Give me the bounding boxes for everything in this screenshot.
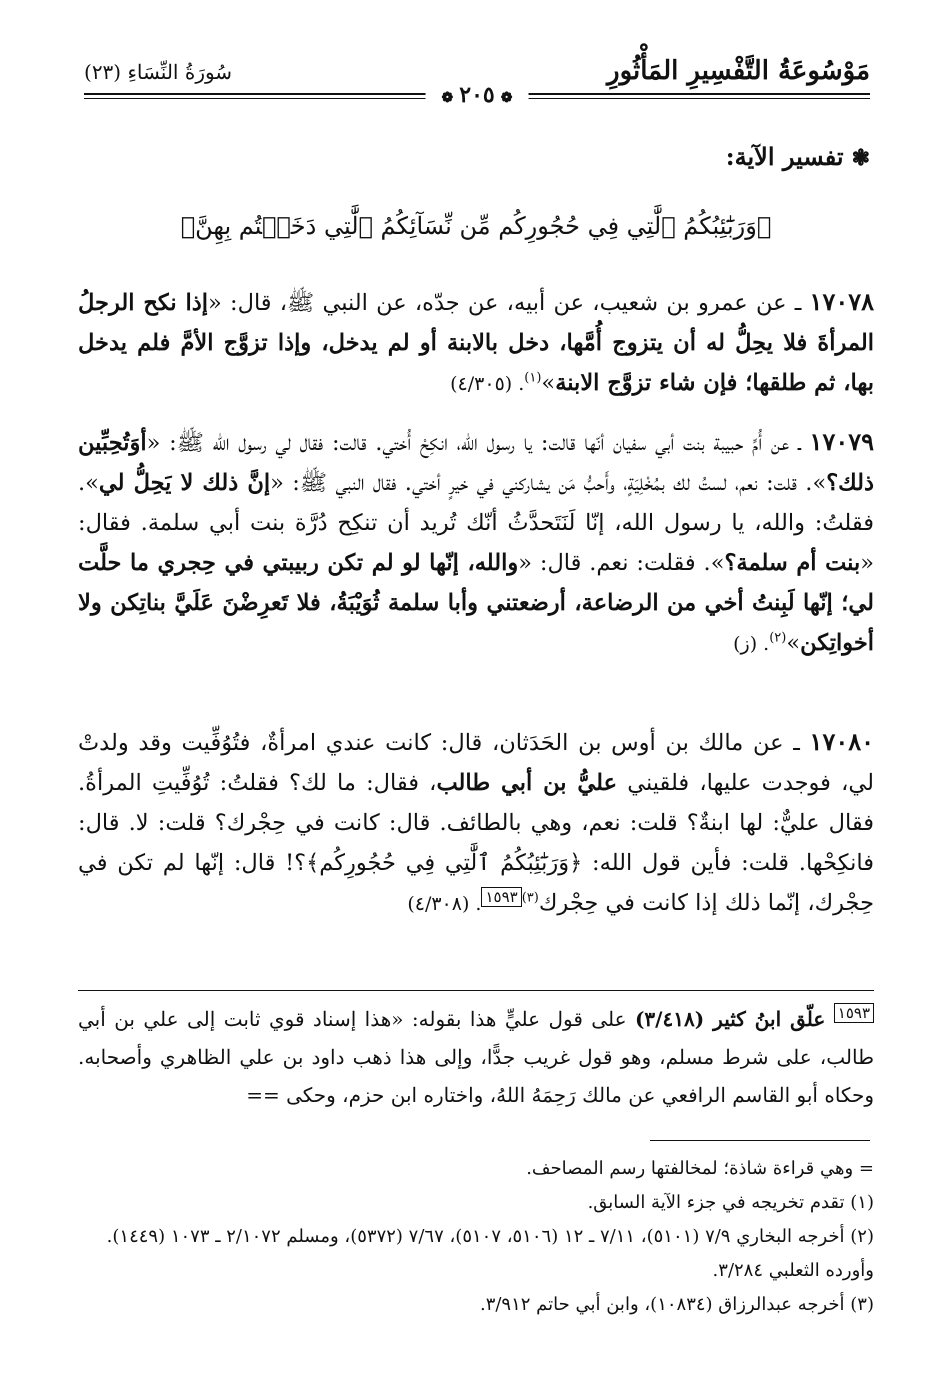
hadith-quote: والله، إنّها لو لم تكن ربيبتي في حِجري ما حلَّت لي؛ إنّها لَبِنتُ أخي من الرضاعة، أرضعتني وأبا سلمة ثُوَيْبَةُ، فلا تَعرِضْنَ عَلَيَّ بناتِكن ولا أخواتِكن: [78, 550, 874, 656]
hadith-quote: إنَّ ذلك لا يَحِلُّ لي: [98, 470, 271, 496]
volume-reference: . (٤/٣٠٥): [450, 373, 525, 395]
hadith-17080: [78, 722, 874, 924]
volume-reference: . (ز): [733, 633, 770, 655]
hadith-number: ١٧٠٨٠: [809, 727, 874, 756]
footnote: (١) تقدم تخريجه في جزء الآية السابق.: [587, 1192, 874, 1213]
hadith-text: ». فقلت: نعم. قال: «: [518, 550, 725, 576]
footnote-marker: (٣): [521, 890, 539, 906]
footnote-marker: (٢): [769, 630, 787, 646]
quote-close: »: [541, 370, 556, 396]
hadith-text: ـ عن أُمِّ حبيبة بنت أبي سفيان أنّها قالت: يا رسول الله، انكِحْ أُختي. قالت: فقال لي رسول الله ﷺ: «: [146, 430, 810, 456]
footnote-marker: (١): [524, 370, 542, 386]
hadith-17079: [78, 422, 874, 664]
page-header: [84, 50, 870, 110]
commentary-marker: ١٥٩٣: [481, 887, 521, 907]
commentary-text: على قول عليٍّ هذا بقوله: «هذا إسناد قوي ثابت إلى علي بن أبي طالب، على شرط مسلم، وهو قول غريب جدًّا، وإلى هذا ذهب داود بن علي الظاهري وأصحابه. وحكاه أبو القاسم الرافعي عن مالك رَحِمَهُ اللهُ، واختاره ابن حزم، وحكى ==: [78, 1007, 874, 1107]
hadith-text: ـ عن عمرو بن شعيب، عن أبيه، عن جدّه، عن النبي ﷺ، قال: «: [208, 290, 810, 316]
footnotes: [78, 1152, 874, 1322]
hadith-quote: إذا نكح الرجلُ المرأةَ فلا يحِلُّ له أن يتزوج أُمَّها، دخل بالابنة أو لم يدخل، وإذا تزوَّج الأمَّ فلم يدخل بها، ثم طلقها؛ فإن شاء تزوَّج الابنة: [78, 290, 874, 396]
volume-reference: . (٤/٣٠٨): [407, 893, 482, 915]
flower-icon: ❃: [851, 145, 870, 171]
footnote: (٣) أخرجه عبدالرزاق (١٠٨٣٤)، وابن أبي حاتم ٣/٩١٢.: [479, 1294, 874, 1315]
footnote: (٢) أخرجه البخاري ٧/٩ (٥١٠١)، ٧/١١ ـ ١٢ (٥١٠٦، ٥١٠٧)، ٧/٦٧ (٥٣٧٢)، ومسلم ٢/١٠٧٢ ـ ١٠٧٣ (١٤٤٩). وأورده الثعلبي ٣/٢٨٤.: [106, 1226, 874, 1281]
page-number-box: [426, 82, 529, 108]
quote-close: »: [786, 630, 801, 656]
commentary-number: ١٥٩٣: [834, 1003, 874, 1023]
hadith-quote: بنت أم سلمة؟: [724, 550, 861, 576]
hadith-number: ١٧٠٧٩: [809, 427, 874, 456]
footnote-rule: [650, 1140, 870, 1141]
commentary: [78, 1000, 874, 1114]
section-title-text: تفسير الآية:: [725, 142, 844, 171]
quran-verse: ﴿وَرَبَٰٓئِبُكُمُ ٱلَّٰتِي فِي حُجُورِكُم مِّن نِّسَآئِكُمُ ٱلَّٰتِي دَخَلۡتُم بِهِنَّ﴾: [180, 212, 772, 240]
surah-label: سُورَةُ النِّسَاءِ (٢٣): [84, 60, 233, 84]
ornament-icon: ❁: [500, 90, 513, 106]
commentary-rule: [78, 990, 874, 991]
page-number: ٢٠٥: [459, 82, 495, 108]
hadith-17078: [78, 282, 874, 404]
hadith-text: ». قلت: نعم، لستُ لك بمُخْلِيَةٍ، وأَحبُّ مَن يشاركني في خيرٍ أختي. فقال النبي ﷺ: «: [270, 470, 827, 496]
commentary-source: علّق ابنُ كثير (٣/٤١٨): [634, 1007, 826, 1031]
hadith-name: عليُّ بن أبي طالب: [436, 770, 618, 796]
hadith-text: ، فقال: ما لك؟ فقلتُ: تُوُفِّيتِ المرأةُ. فقال عليٌّ: لها ابنةٌ؟ قلت: نعم، وهي بالطائف. قال: كانت في حِجْرك؟ قلت: لا. قال: فانكِحْها. قلت: فأين قول الله: ﴿وَرَبَٰٓئِبُكُمُ ٱلَّٰتِي فِي حُجُورِكُم﴾؟! قال: إنّها لم تكن في حِجْرك، إنّما ذلك إذا كانت في حِجْرك: [78, 770, 874, 916]
section-title: [726, 142, 870, 171]
ornament-icon: ❁: [441, 90, 454, 106]
footnote: = وهي قراءة شاذة؛ لمخالفتها رسم المصاحف.: [526, 1158, 874, 1179]
book-title: مَوْسُوعَةُ التَّفْسِيرِ المَأْثُورِ: [607, 56, 870, 86]
hadith-number: ١٧٠٧٨: [809, 287, 874, 316]
hadith-text: ـ عن مالك بن أوس بن الحَدَثان، قال: كانت عندي امرأةٌ، فتُوُفِّيت وقد ولدتْ لي، فوجدت عليها، فلقيني: [78, 730, 874, 796]
hadith-text: ». فقلتُ: والله، يا رسول الله، إنّا لَنَتَحدَّثُ أنّك تُريد أن تنكِح دُرَّة بنت أبي سلمة. فقال: «: [78, 470, 875, 576]
hadith-quote: أوَتُحِبِّين ذلك؟: [78, 430, 874, 496]
